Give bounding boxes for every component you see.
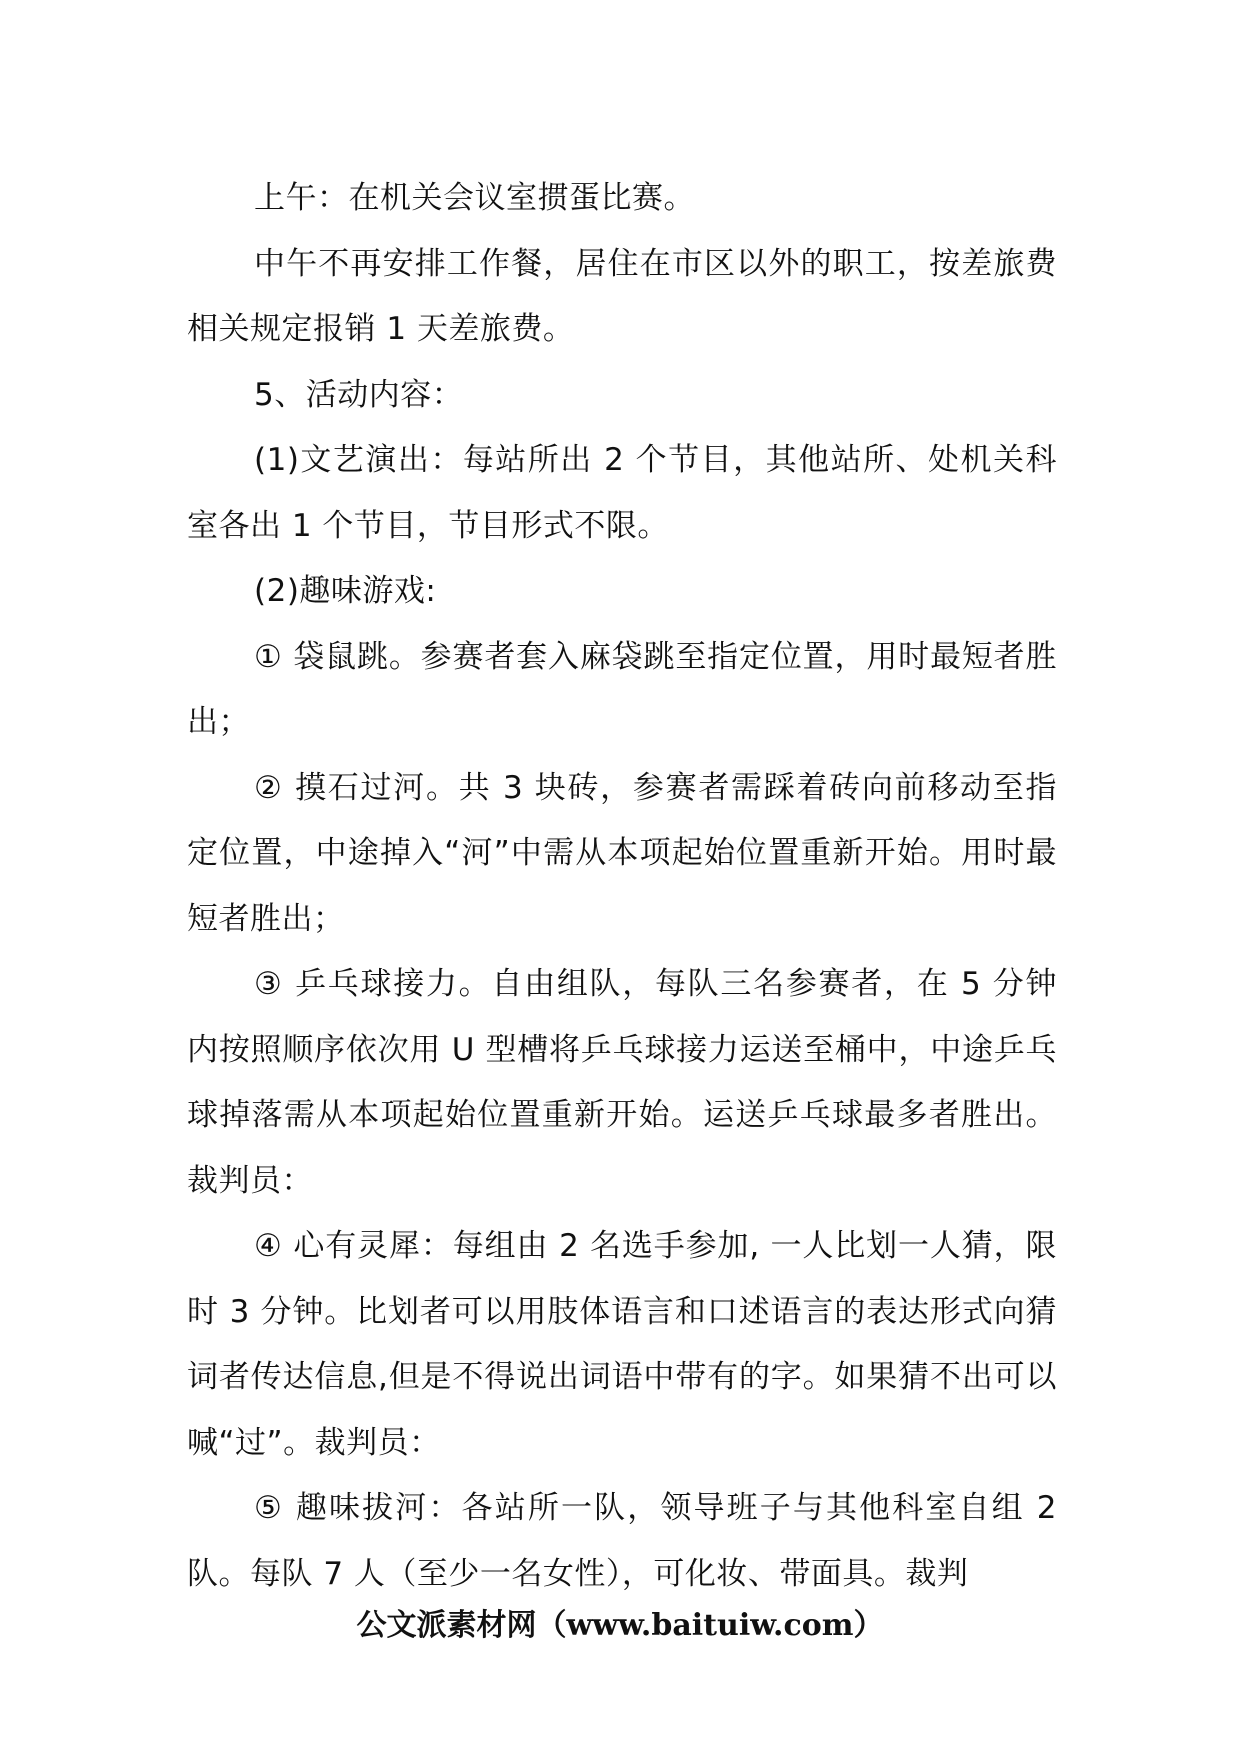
paragraph-telepathy-game: ④ 心有灵犀：每组由 2 名选手参加, 一人比划一人猜，限时 3 分钟。比划者可以用肢体语言和口述语言的表达形式向猜词者传达信息,但是不得说出词语中带有的字。如果猜不出可以喊“过”。裁判员： bbox=[187, 1228, 1057, 1461]
paragraph-kangaroo-jump: ① 袋鼠跳。参赛者套入麻袋跳至指定位置，用时最短者胜出； bbox=[187, 638, 1057, 740]
paragraph-activity-heading: 5、活动内容： bbox=[254, 376, 464, 413]
document-body bbox=[187, 166, 1057, 1607]
paragraph-games-heading: (2)趣味游戏: bbox=[254, 573, 437, 609]
paragraph-river-crossing: ② 摸石过河。共 3 块砖，参赛者需踩着砖向前移动至指定位置，中途掉入“河”中需从本项起始位置重新开始。用时最短者胜出； bbox=[187, 769, 1057, 937]
paragraph-ping-pong-relay: ③ 乒乓球接力。自由组队，每队三名参赛者，在 5 分钟内按照顺序依次用 U 型槽将乒乓球接力运送至桶中，中途乒乓球掉落需从本项起始位置重新开始。运送乒乓球最多者胜出。裁判员： bbox=[187, 966, 1057, 1199]
paragraph-morning-schedule: 上午：在机关会议室掼蛋比赛。 bbox=[254, 180, 695, 216]
paragraph-lunch-arrangement: 中午不再安排工作餐，居住在市区以外的职工，按差旅费相关规定报销 1 天差旅费。 bbox=[187, 245, 1057, 347]
paragraph-tug-of-war: ⑤ 趣味拔河：各站所一队，领导班子与其他科室自组 2 队。每队 7 人（至少一名女性），可化妆、带面具。裁判 bbox=[187, 1490, 1057, 1592]
page-footer-source: 公文派素材网（www.baituiw.com） bbox=[356, 1608, 884, 1643]
paragraph-performance: (1)文艺演出：每站所出 2 个节目，其他站所、处机关科室各出 1 个节目，节目形式不限。 bbox=[187, 442, 1057, 544]
